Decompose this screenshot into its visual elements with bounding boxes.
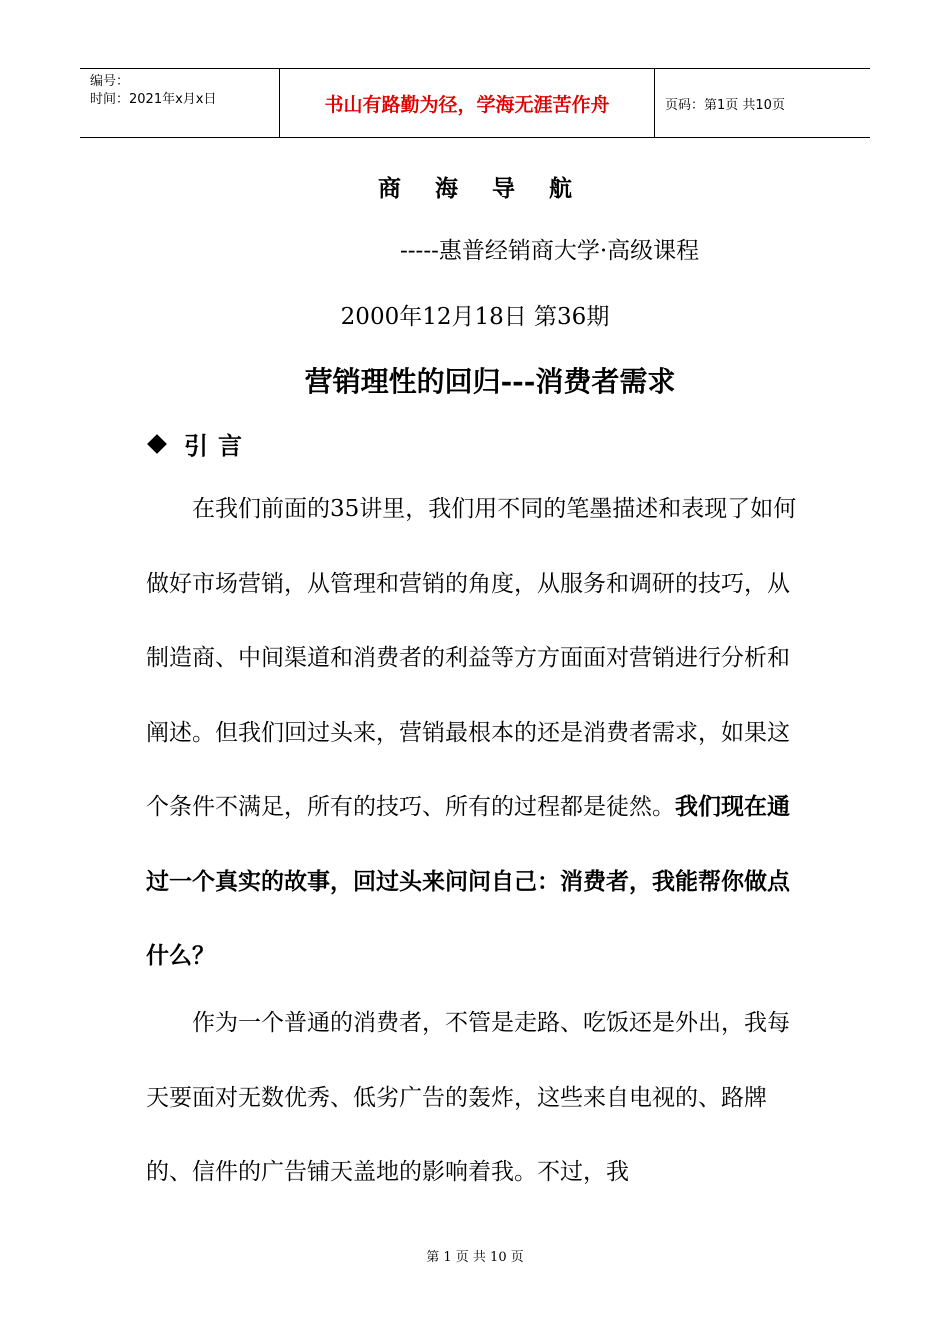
- paragraph-intro-text: 在我们前面的35讲里，我们用不同的笔墨描述和表现了如何做好市场营销，从管理和营销的角度，从服务和调研的技巧，从制造商、中间渠道和消费者的利益等方方面面对营销进行分析和阐述。但我们回过头来，营销最根本的还是消费者需求，如果这个条件不满足，所有的技巧、所有的过程都是徒然。: [146, 496, 797, 820]
- page-footer: 第 1 页 共 10 页: [426, 1250, 524, 1265]
- paragraph-consumer-text: 作为一个普通的消费者，不管是走路、吃饭还是外出，我每天要面对无数优秀、低劣广告的轰炸，这些来自电视的、路牌的、信件的广告铺天盖地的影响着我。不过，我: [146, 1010, 790, 1185]
- section-heading-text: 引言: [184, 431, 252, 460]
- paragraph-consumer: [146, 986, 806, 1210]
- header-page-info: 页码：第1页 共10页: [665, 97, 785, 113]
- paragraph-intro-emphasis: 我们现在通过一个真实的故事，回过头来问问自己：消费者，我能帮你做点什么？: [146, 793, 790, 969]
- document-header: [80, 68, 870, 138]
- header-number-label: 编号：: [90, 74, 130, 89]
- document-subtitle: -----惠普经销商大学·高级课程: [400, 238, 700, 264]
- diamond-bullet-icon: [147, 434, 167, 454]
- article-title: 营销理性的回归---消费者需求: [304, 365, 676, 398]
- header-motto: 书山有路勤为径，学海无涯苦作舟: [280, 69, 655, 137]
- paragraph-intro: [146, 472, 806, 994]
- header-meta: [80, 69, 280, 137]
- document-title: 商海导航: [378, 175, 606, 202]
- section-heading: [146, 426, 252, 461]
- header-time-label: 时间：2021年x月x日: [90, 92, 217, 107]
- issue-date: 2000年12月18日 第36期: [340, 304, 610, 330]
